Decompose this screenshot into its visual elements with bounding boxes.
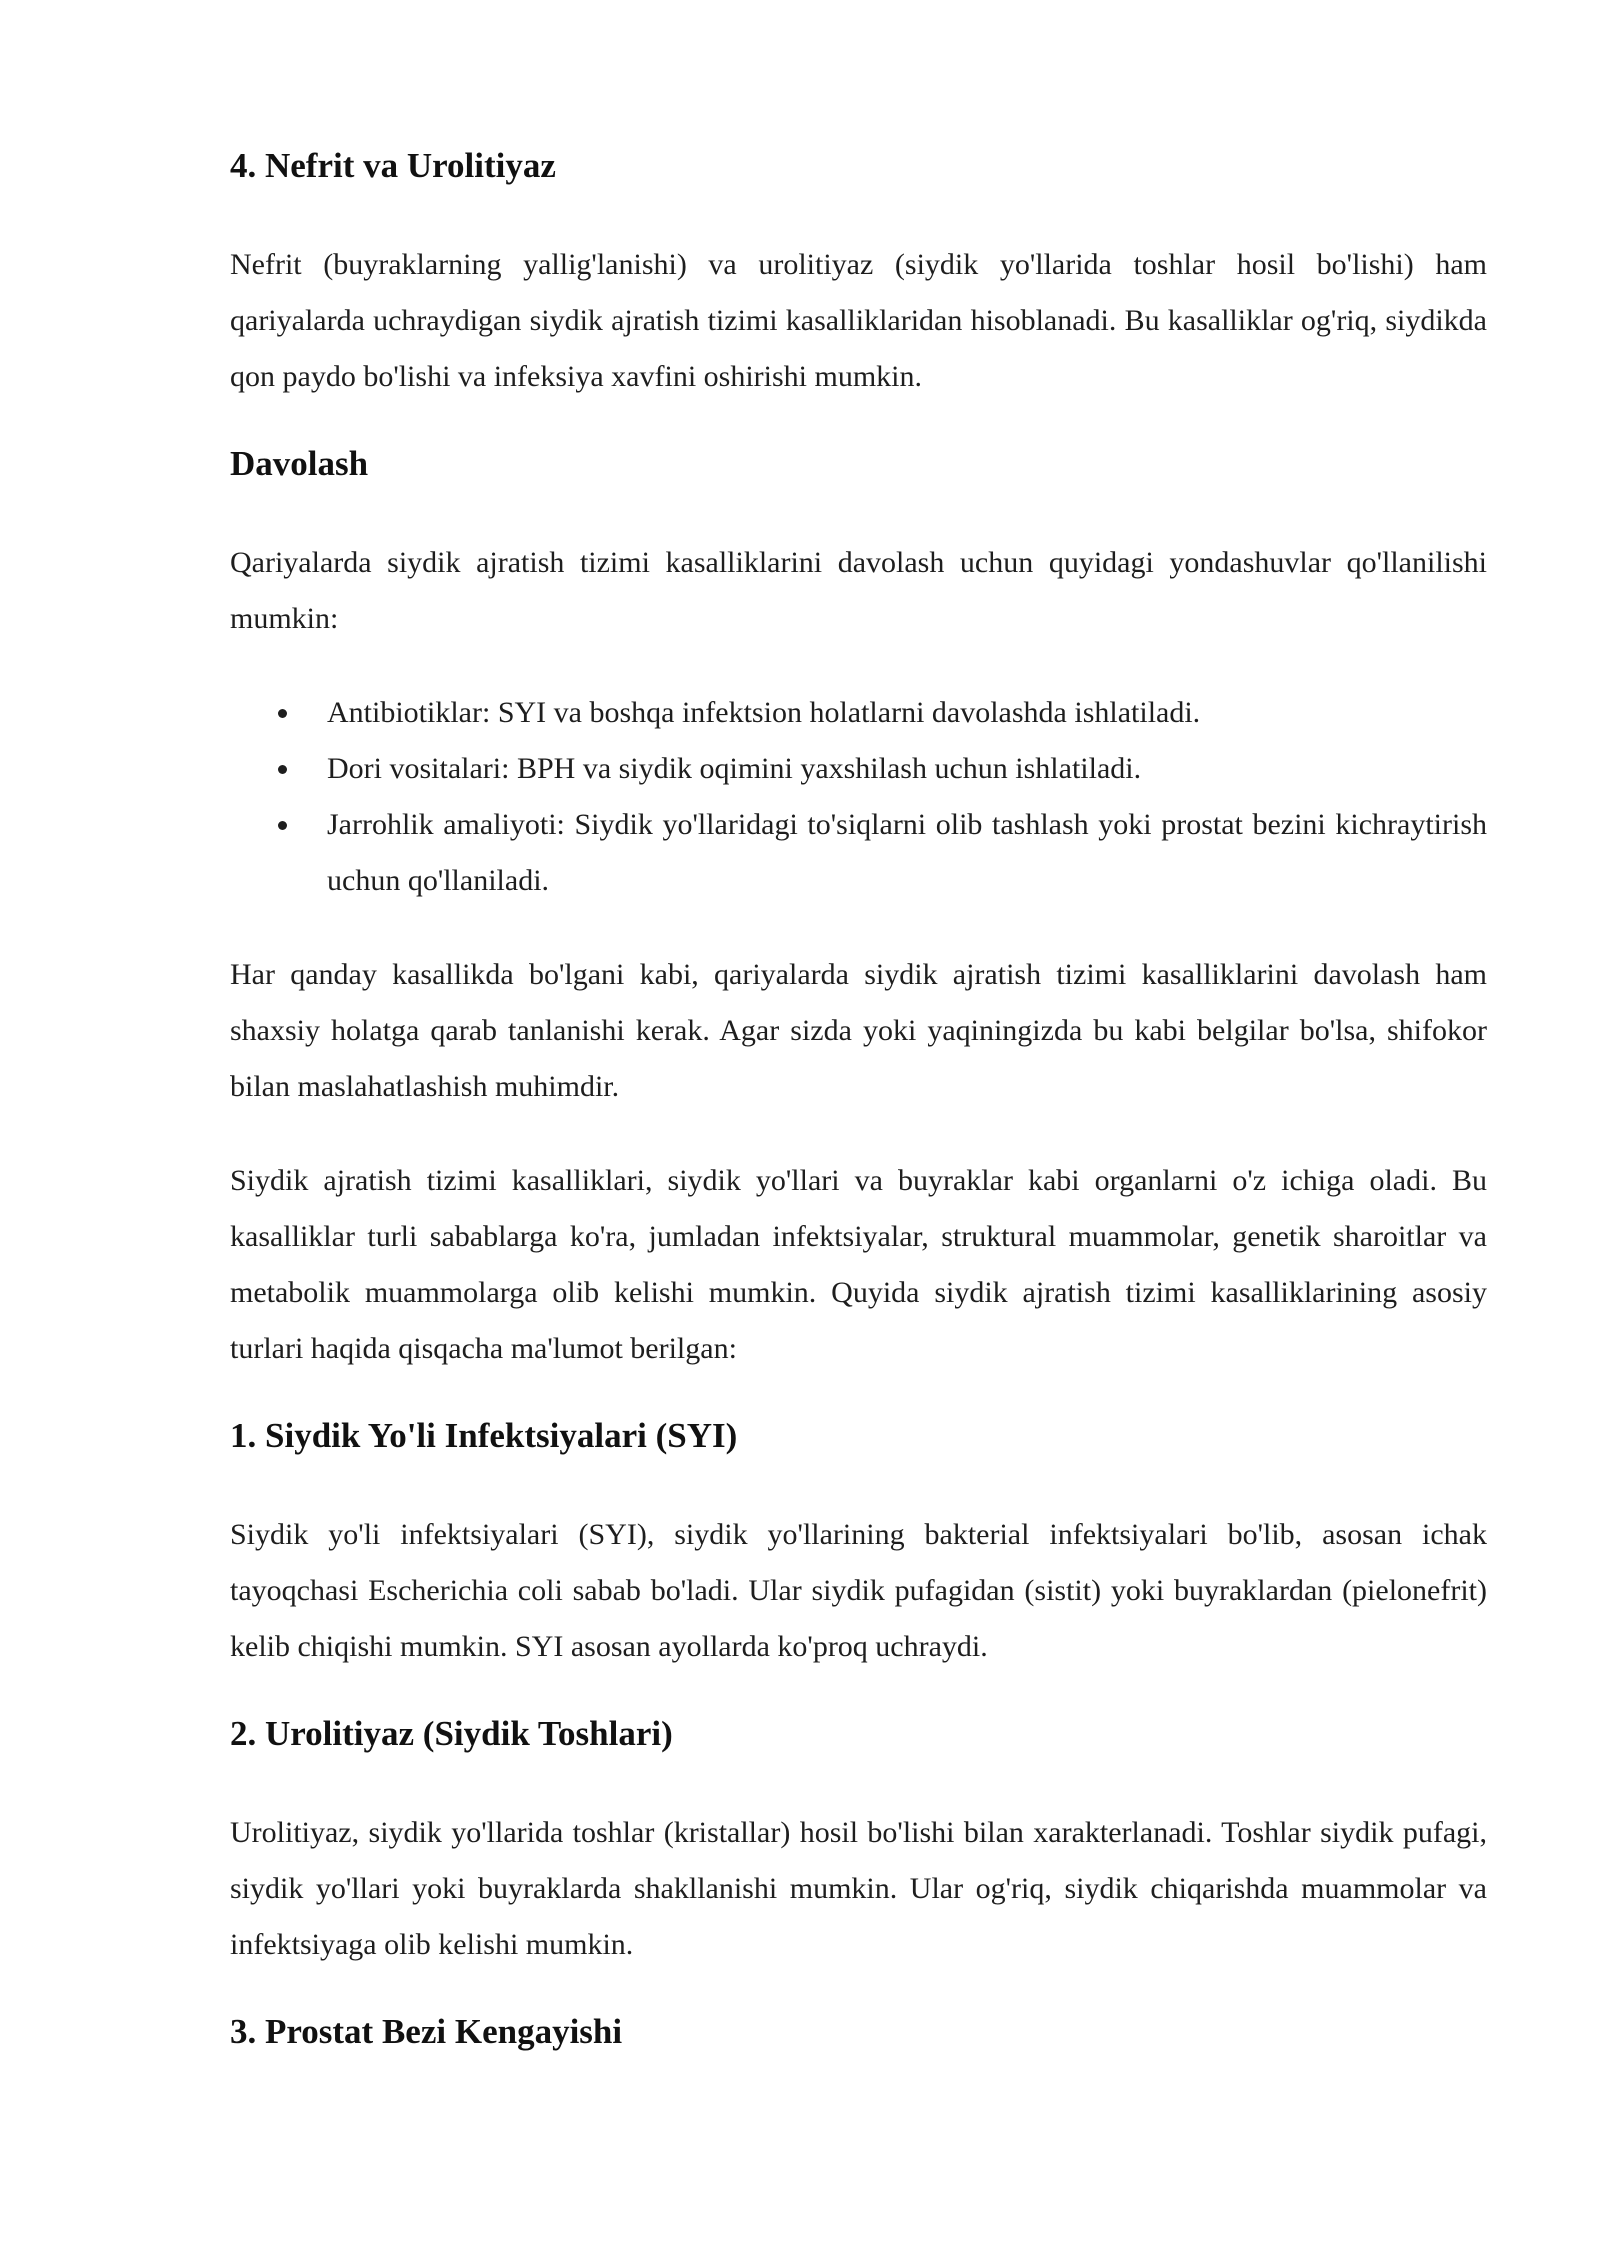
paragraph-davolash-note: Har qanday kasallikda bo'lgani kabi, qariyalarda siydik ajratish tizimi kasalliklarini davolash ham shaxsiy holatga qarab tanlanishi kerak. Agar sizda yoki yaqiningizda bu kabi belgilar bo'lsa, shifokor bilan maslahatlashish muhimdir. — [230, 958, 1487, 1103]
list-item-text: Dori vositalari: BPH va siydik oqimini yaxshilash uchun ishlatiladi. — [327, 752, 1142, 785]
section-heading-davolash: Davolash — [230, 444, 369, 483]
section-heading-syi: 1. Siydik Yo'li Infektsiyalari (SYI) — [230, 1416, 738, 1455]
section-heading-prostat: 3. Prostat Bezi Kengayishi — [230, 2012, 623, 2051]
paragraph-overview: Siydik ajratish tizimi kasalliklari, siydik yo'llari va buyraklar kabi organlarni o'z ichiga oladi. Bu kasalliklar turli sabablarga ko'ra, jumladan infektsiyalar, struktural muammolar, genetik sharoitlar va metabolik muammolarga olib kelishi mumkin. Quyida siydik ajratish tizimi kasalliklarining asosiy turlari haqida qisqacha ma'lumot berilgan: — [230, 1164, 1487, 1365]
section-heading-nefrit: 4. Nefrit va Urolitiyaz — [230, 146, 556, 185]
paragraph-nefrit: Nefrit (buyraklarning yallig'lanishi) va urolitiyaz (siydik yo'llarida toshlar hosil bo'lishi) ham qariyalarda uchraydigan siydik ajratish tizimi kasalliklaridan hisoblanadi. Bu kasalliklar og'riq, siydikda qon paydo bo'lishi va infeksiya xavfini oshirishi mumkin. — [230, 248, 1487, 393]
bullet-dot-icon — [278, 821, 287, 830]
list-item — [230, 797, 1487, 909]
section-heading-urolitiyaz: 2. Urolitiyaz (Siydik Toshlari) — [230, 1714, 673, 1753]
bullet-dot-icon — [278, 765, 287, 774]
bullet-dot-icon — [278, 709, 287, 718]
treatment-bullet-list — [230, 685, 1487, 909]
document-page — [230, 145, 1487, 2053]
paragraph-syi: Siydik yo'li infektsiyalari (SYI), siydik yo'llarining bakterial infektsiyalari bo'lib, asosan ichak tayoqchasi Escherichia coli sabab bo'ladi. Ular siydik pufagidan (sistit) yoki buyraklardan (pielonefrit) kelib chiqishi mumkin. SYI asosan ayollarda ko'proq uchraydi. — [230, 1518, 1487, 1663]
list-item-text: Jarrohlik amaliyoti: Siydik yo'llaridagi to'siqlarni olib tashlash yoki prostat bezini kichraytirish uchun qo'llaniladi. — [327, 808, 1487, 897]
paragraph-davolash-intro: Qariyalarda siydik ajratish tizimi kasalliklarini davolash uchun quyidagi yondashuvlar qo'llanilishi mumkin: — [230, 546, 1487, 635]
list-item — [230, 741, 1487, 797]
list-item-text: Antibiotiklar: SYI va boshqa infektsion holatlarni davolashda ishlatiladi. — [327, 696, 1201, 729]
list-item — [230, 685, 1487, 741]
paragraph-urolitiyaz: Urolitiyaz, siydik yo'llarida toshlar (kristallar) hosil bo'lishi bilan xarakterlanadi. Toshlar siydik pufagi, siydik yo'llari yoki buyraklarda shakllanishi mumkin. Ular og'riq, siydik chiqarishda muammolar va infektsiyaga olib kelishi mumkin. — [230, 1816, 1487, 1961]
